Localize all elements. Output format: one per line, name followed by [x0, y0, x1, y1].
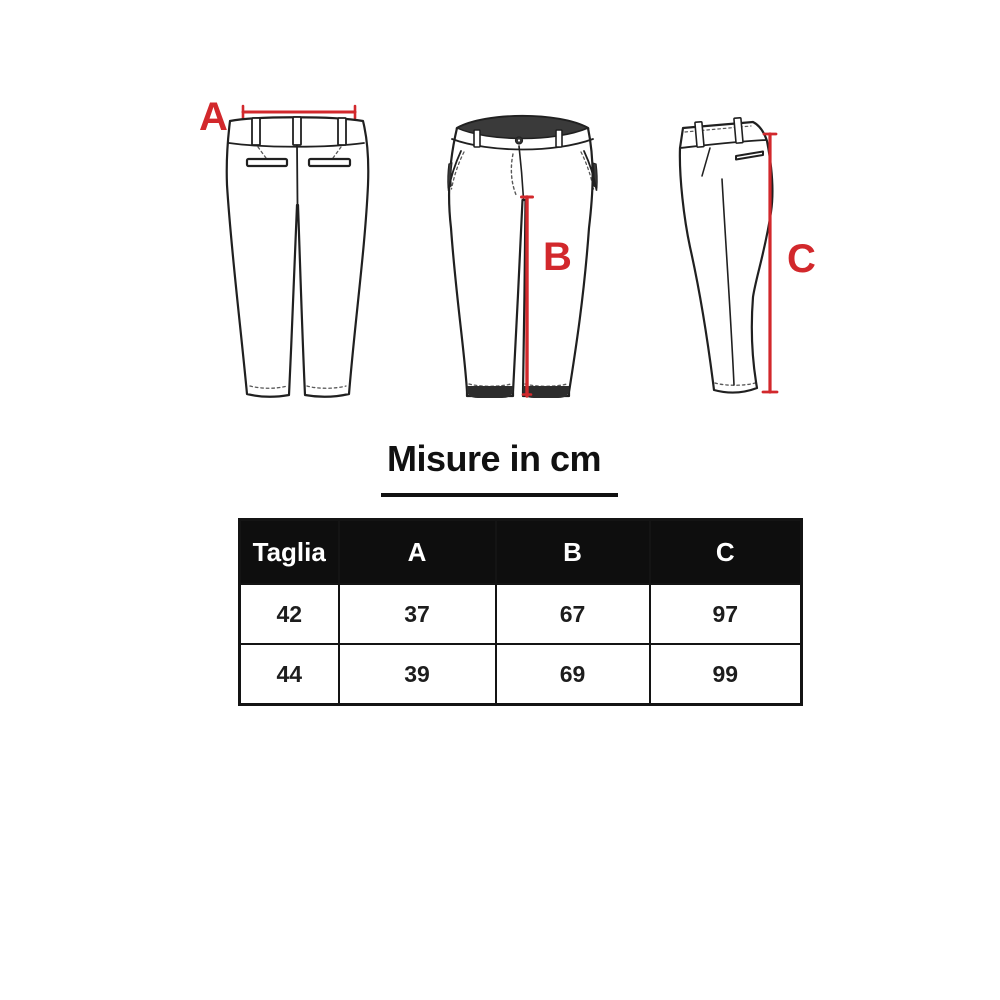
side-belt-loop [734, 118, 743, 144]
size-cell-a: 37 [339, 584, 496, 644]
size-cell-taglia: 42 [240, 584, 339, 644]
size-table [238, 518, 803, 706]
size-cell-c: 97 [650, 584, 802, 644]
front-belt-loop [556, 130, 562, 147]
size-cell-b: 67 [496, 584, 650, 644]
column-header-taglia: Taglia [240, 520, 339, 585]
pants-back-view-figure [195, 95, 375, 410]
front-belt-loop [474, 130, 480, 147]
dark-hem-right [523, 386, 569, 398]
size-row-42 [240, 584, 802, 644]
pants-front-view-drawing [438, 102, 613, 407]
measure-label-b: B [543, 235, 572, 279]
title-underline [381, 493, 618, 497]
measure-label-a: A [199, 95, 228, 139]
center-back-seam [297, 144, 298, 204]
pants-front-view-figure [438, 102, 613, 407]
column-header-b: B [496, 520, 650, 585]
size-row-44 [240, 644, 802, 705]
size-table-header-row [240, 520, 802, 585]
size-cell-c: 99 [650, 644, 802, 705]
size-cell-b: 69 [496, 644, 650, 705]
measure-label-c: C [787, 237, 816, 281]
size-chart-title: Misure in cm [386, 438, 602, 479]
side-belt-loop [695, 122, 704, 148]
dark-hem-left [467, 386, 513, 398]
waist-button-center [518, 139, 520, 141]
size-cell-a: 39 [339, 644, 496, 705]
pants-back-view-drawing [195, 95, 375, 410]
column-header-c: C [650, 520, 802, 585]
column-header-a: A [339, 520, 496, 585]
size-cell-taglia: 44 [240, 644, 339, 705]
